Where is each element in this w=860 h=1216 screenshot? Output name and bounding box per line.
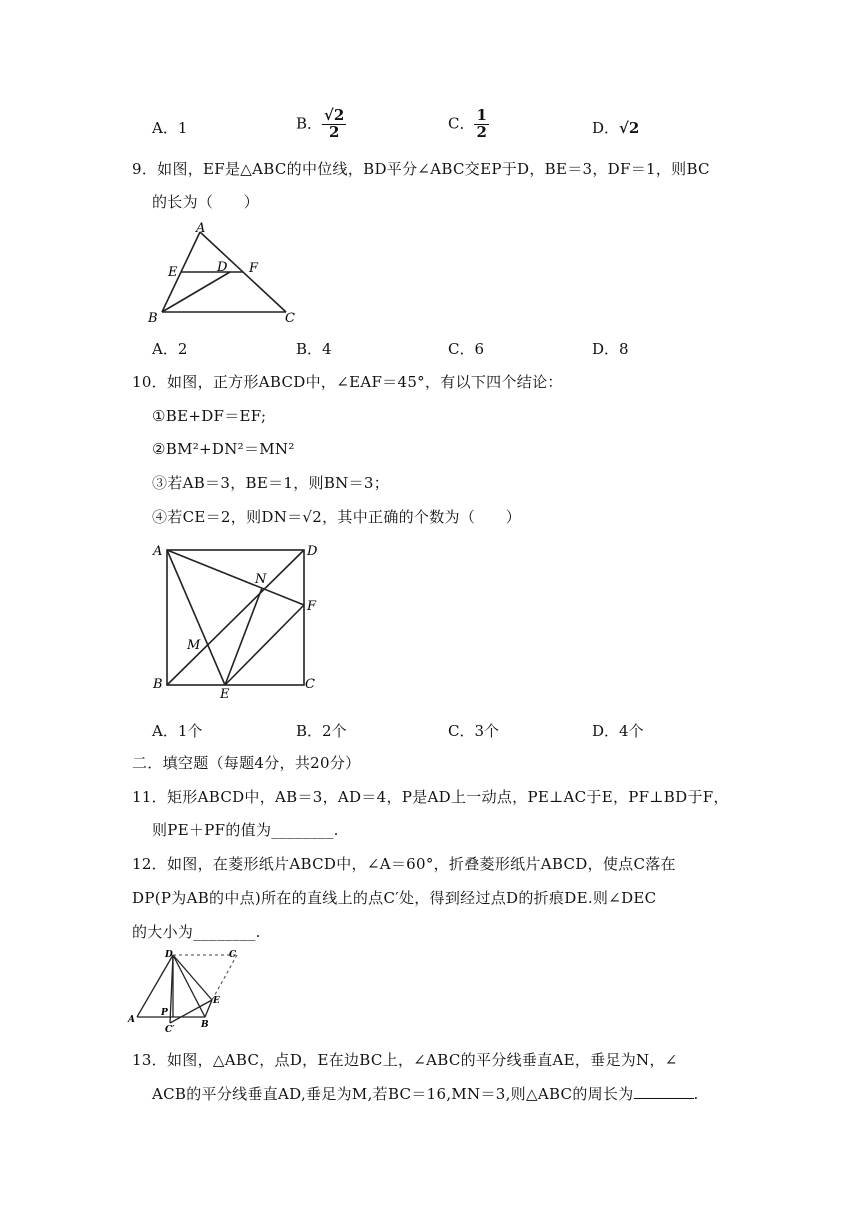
q12-text-line1: 12．如图，在菱形纸片ABCD中，∠A＝60°，折叠菱形纸片ABCD，使点C落在 xyxy=(132,855,676,873)
q10-label-c: C xyxy=(305,677,315,692)
q10-option-a: A．1个 xyxy=(152,722,203,740)
q10-label-n: N xyxy=(255,572,267,587)
q8-option-b-fraction xyxy=(322,108,346,141)
q10-label-f: F xyxy=(307,599,317,614)
q9-option-a: A．2 xyxy=(152,340,188,358)
q9-label-b: B xyxy=(148,311,158,326)
q8-c-numerator: 1 xyxy=(476,106,487,124)
q10-conclusion-3: ③若AB＝3，BE＝1，则BN＝3； xyxy=(152,474,390,492)
q13-answer-blank xyxy=(634,1084,694,1099)
q8-option-b xyxy=(296,108,346,141)
q10-label-m: M xyxy=(187,638,201,653)
section-2-title: 二．填空题（每题4分，共20分） xyxy=(132,754,361,772)
q9-option-c: C．6 xyxy=(448,340,485,358)
q10-figure-square xyxy=(145,540,330,700)
q12-label-a: A xyxy=(128,1015,135,1025)
q10-label-b: B xyxy=(153,677,163,692)
q12-label-c: C xyxy=(229,950,237,960)
q11-text-line1: 11．矩形ABCD中，AB＝3，AD＝4，P是AD上一动点，PE⊥AC于E，PF⊥BD于F， xyxy=(132,788,729,806)
q8-option-d-value: √2 xyxy=(619,119,640,137)
q12-text-line2: DP(P为AB的中点)所在的直线上的点C′处，得到经过点D的折痕DE.则∠DEC xyxy=(132,889,657,907)
q8-option-d xyxy=(592,117,639,138)
q8-option-c-prefix: C． xyxy=(448,114,475,133)
q8-option-b-prefix: B． xyxy=(296,114,323,133)
q8-option-d-prefix: D． xyxy=(592,119,620,137)
q13-text-line1: 13．如图，△ABC，点D，E在边BC上，∠ABC的平分线垂直AE，垂足为N，∠ xyxy=(132,1051,678,1069)
q12-label-p: P xyxy=(161,1008,168,1018)
q8-option-c-fraction xyxy=(474,108,488,141)
q10-option-d: D．4个 xyxy=(592,722,644,740)
q12-text-line3: 的大小为________. xyxy=(132,923,261,941)
q9-option-d: D．8 xyxy=(592,340,629,358)
q8-b-numerator: √2 xyxy=(324,106,345,124)
q9-figure-triangle xyxy=(140,222,310,328)
q8-b-denominator: 2 xyxy=(328,122,340,141)
q13-text-line2 xyxy=(152,1083,699,1104)
q12-label-b: B xyxy=(201,1020,209,1030)
q10-label-a: A xyxy=(153,544,163,559)
q12-figure-rhombus xyxy=(125,945,255,1033)
q11-text-line2: 则PE＋PF的值为________. xyxy=(152,821,339,839)
q10-text-line1: 10．如图，正方形ABCD中，∠EAF＝45°，有以下四个结论： xyxy=(132,373,563,391)
q9-label-c: C xyxy=(285,311,295,326)
q12-label-e: E xyxy=(213,996,220,1006)
q9-label-f: F xyxy=(249,261,259,276)
q8-option-c xyxy=(448,108,489,141)
q12-label-d: D xyxy=(165,950,173,960)
q10-label-e: E xyxy=(220,687,230,700)
q9-text-line2: 的长为（ ） xyxy=(152,193,260,211)
q9-text-line1: 9．如图，EF是△ABC的中位线，BD平分∠ABC交EP于D，BE＝3，DF＝1，则BC xyxy=(132,160,710,178)
q13-text-line2-body: ACB的平分线垂直AD,垂足为M,若BC＝16,MN＝3,则△ABC的周长为 xyxy=(152,1085,634,1103)
q10-conclusion-4: ④若CE＝2，则DN＝√2，其中正确的个数为（ ） xyxy=(152,508,522,526)
q9-label-e: E xyxy=(168,265,178,280)
q10-label-d: D xyxy=(307,544,318,559)
q10-conclusion-1: ①BE+DF＝EF; xyxy=(152,407,267,425)
q10-option-b: B．2个 xyxy=(296,722,347,740)
q10-conclusion-2: ②BM²+DN²＝MN² xyxy=(152,440,295,458)
q8-c-denominator: 2 xyxy=(476,122,487,141)
q12-label-c-prime: C′ xyxy=(165,1025,175,1033)
q9-option-b: B．4 xyxy=(296,340,332,358)
q9-label-a: A xyxy=(196,222,206,236)
q10-option-c: C．3个 xyxy=(448,722,500,740)
q8-option-a: A．1 xyxy=(152,119,188,137)
q13-text-line2-end: . xyxy=(693,1085,699,1103)
q9-label-d: D xyxy=(217,260,228,275)
